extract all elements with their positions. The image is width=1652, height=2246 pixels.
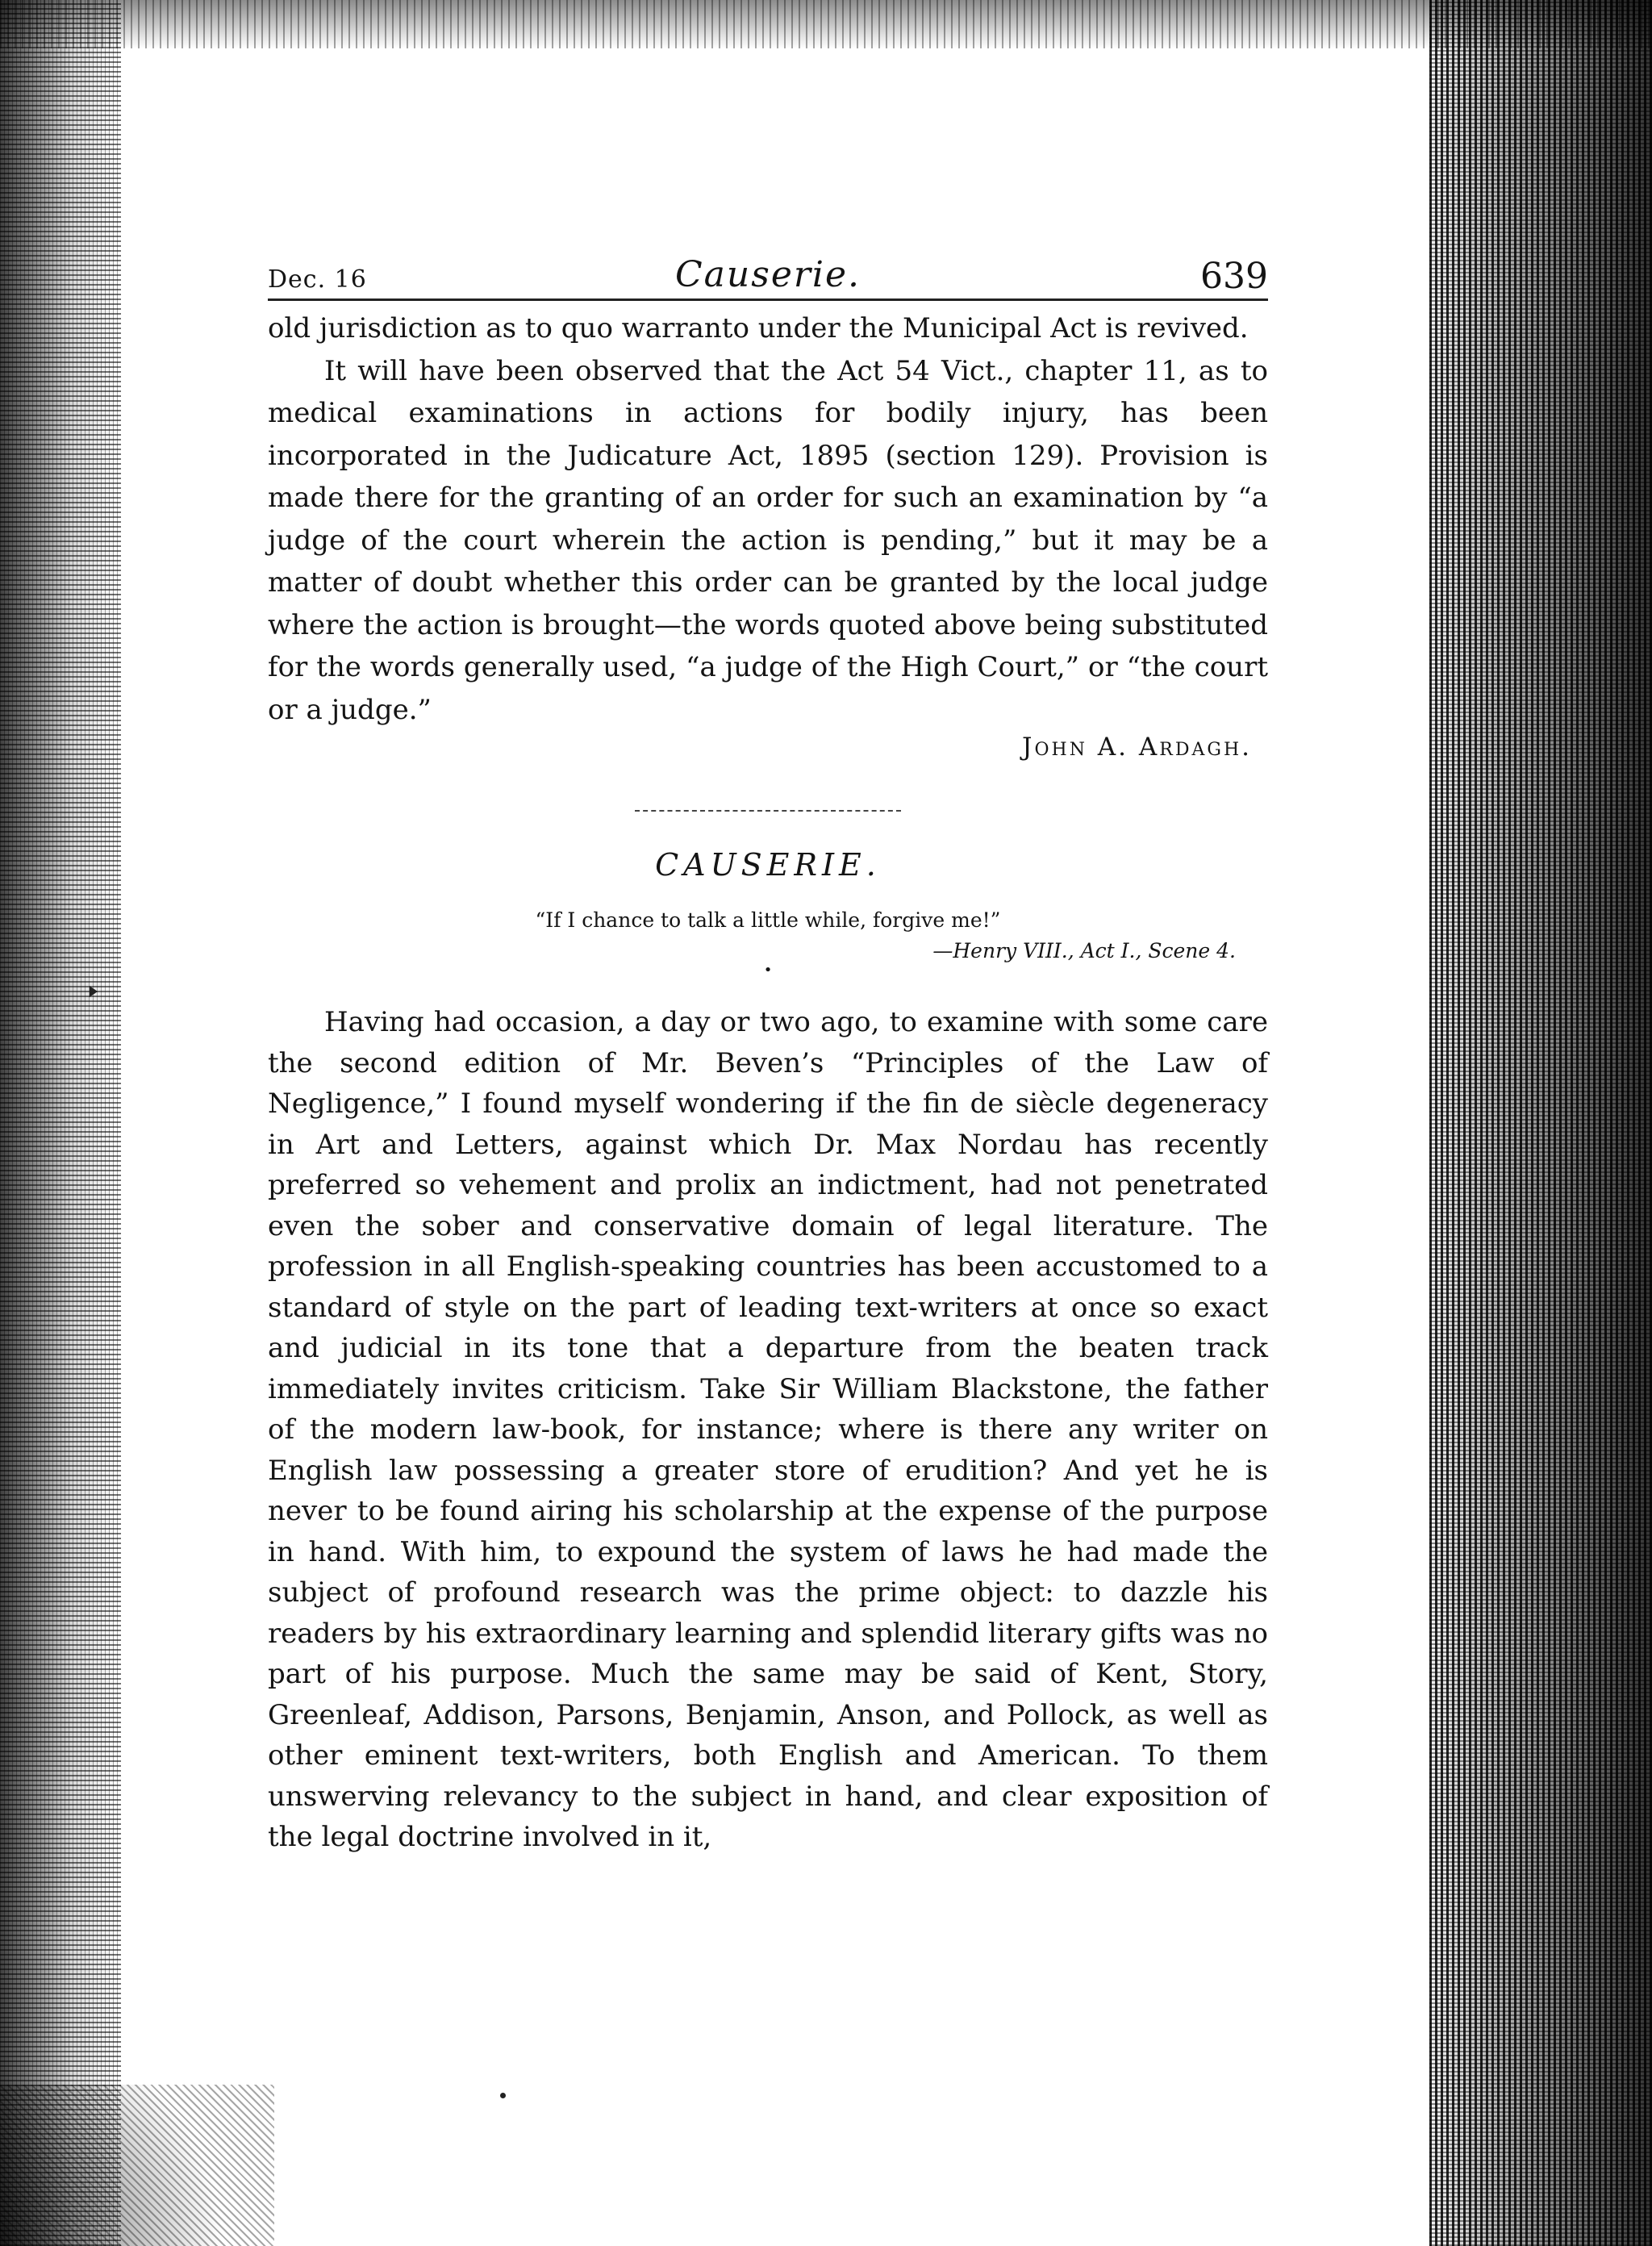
essay (268, 1002, 1268, 1858)
page-number: 639 (1200, 256, 1268, 297)
author-signature: John A. Ardagh. (1022, 733, 1252, 762)
running-header (268, 242, 1268, 301)
epigraph: “If I chance to talk a little while, forgive me!” (535, 908, 1001, 932)
margin-mark-icon (90, 986, 98, 997)
section-divider (635, 810, 901, 812)
header-date: Dec. 16 (268, 265, 367, 294)
essay-paragraph: Having had occasion, a day or two ago, to examine with some care the second edition of Mr. Beven’s “Principles of the Law of Negligence,” I found myself wondering if the fin de siècle degeneracy in Art and Letters, against which Dr. Max Nordau has recently preferred so vehement and prolix an indictment, had not penetrated even the sober and conservative domain of legal literature. The profession in all English-speaking countries has been accustomed to a standard of style on the part of leading text-writers at once so exact and judicial in its tone that a departure from the beaten track immediately invites criticism. Take Sir William Blackstone, the father of the modern law-book, for instance; where is there any writer on English law possessing a greater store of erudition? And yet he is never to be found airing his scholarship at the expense of the purpose in hand. With him, to expound the system of laws he had made the subject of profound research was the prime object: to dazzle his readers by his extraordinary learning and splendid literary gifts was no part of his purpose. Much the same may be said of Kent, Story, Greenleaf, Addison, Parsons, Benjamin, Anson, and Pollock, as well as other eminent text-writers, both English and American. To them unswerving relevancy to the subject in hand, and clear exposition of the legal doctrine involved in it, (268, 1006, 1268, 1853)
paragraph-medical-examinations: It will have been observed that the Act 54 Vict., chapter 11, as to medical examinations in actions for bodily injury, has been incorporated in the Judicature Act, 1895 (section 129). Provision is made there for the granting of an order for such an examination by “a judge of the court wherein the action is pending,” but it may be a matter of doubt whether this order can be granted by the local judge where the action is brought—the words quoted above being substituted for the words generally used, “a judge of the High Court,” or “the court or a judge.” (268, 354, 1268, 726)
section-title: CAUSERIE. (655, 847, 881, 883)
scan-right-edge (1429, 0, 1652, 2246)
page (268, 242, 1268, 1858)
ornament-icon: • (763, 962, 773, 979)
scan-left-edge (0, 0, 121, 2246)
paragraph-continued: old jurisdiction as to quo warranto under the Municipal Act is revived. (268, 312, 1249, 344)
epigraph-source: —Henry VIII., Act I., Scene 4. (932, 939, 1236, 962)
header-title: Causerie. (675, 254, 861, 295)
stray-dot (500, 2093, 506, 2098)
scan-bottom-left-edge (0, 2085, 274, 2246)
scan-top-edge (0, 0, 1652, 48)
